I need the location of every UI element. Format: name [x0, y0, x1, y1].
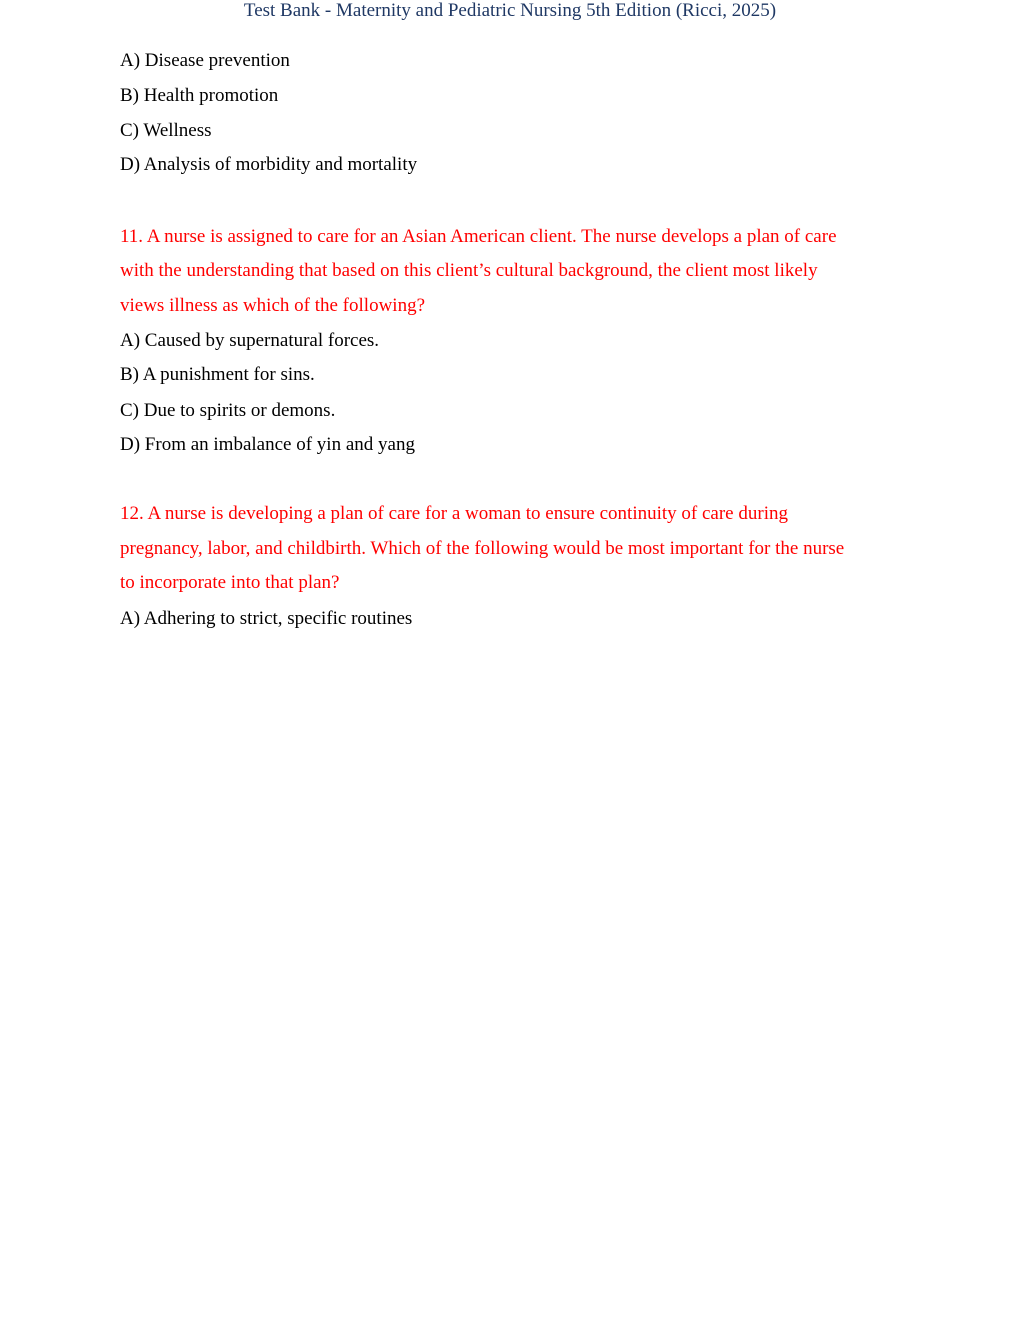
- option-a-prev: A) Disease prevention: [120, 50, 290, 71]
- option-d-prev: D) Analysis of morbidity and mortality: [120, 154, 418, 175]
- option-b-prev: B) Health promotion: [120, 85, 279, 106]
- option-c-prev: C) Wellness: [120, 120, 212, 141]
- question-11-line-3: views illness as which of the following?: [120, 295, 426, 316]
- question-11-line-2: with the understanding that based on this client’s cultural background, the client most likely: [120, 260, 818, 281]
- page-header-title: Test Bank - Maternity and Pediatric Nursing 5th Edition (Ricci, 2025): [243, 0, 777, 21]
- question-11-option-a: A) Caused by supernatural forces.: [120, 330, 380, 351]
- question-12-line-3: to incorporate into that plan?: [120, 572, 340, 593]
- question-12-line-2: pregnancy, labor, and childbirth. Which of the following would be most important for the nurse: [120, 538, 845, 559]
- question-12-line-1: 12. A nurse is developing a plan of care for a woman to ensure continuity of care during: [120, 503, 788, 524]
- question-11-option-d: D) From an imbalance of yin and yang: [120, 434, 415, 455]
- question-11-option-c: C) Due to spirits or demons.: [120, 400, 336, 421]
- question-11-option-b: B) A punishment for sins.: [120, 364, 315, 385]
- question-11-line-1: 11. A nurse is assigned to care for an Asian American client. The nurse develops a plan of care: [120, 226, 837, 247]
- question-12-option-a: A) Adhering to strict, specific routines: [120, 608, 413, 629]
